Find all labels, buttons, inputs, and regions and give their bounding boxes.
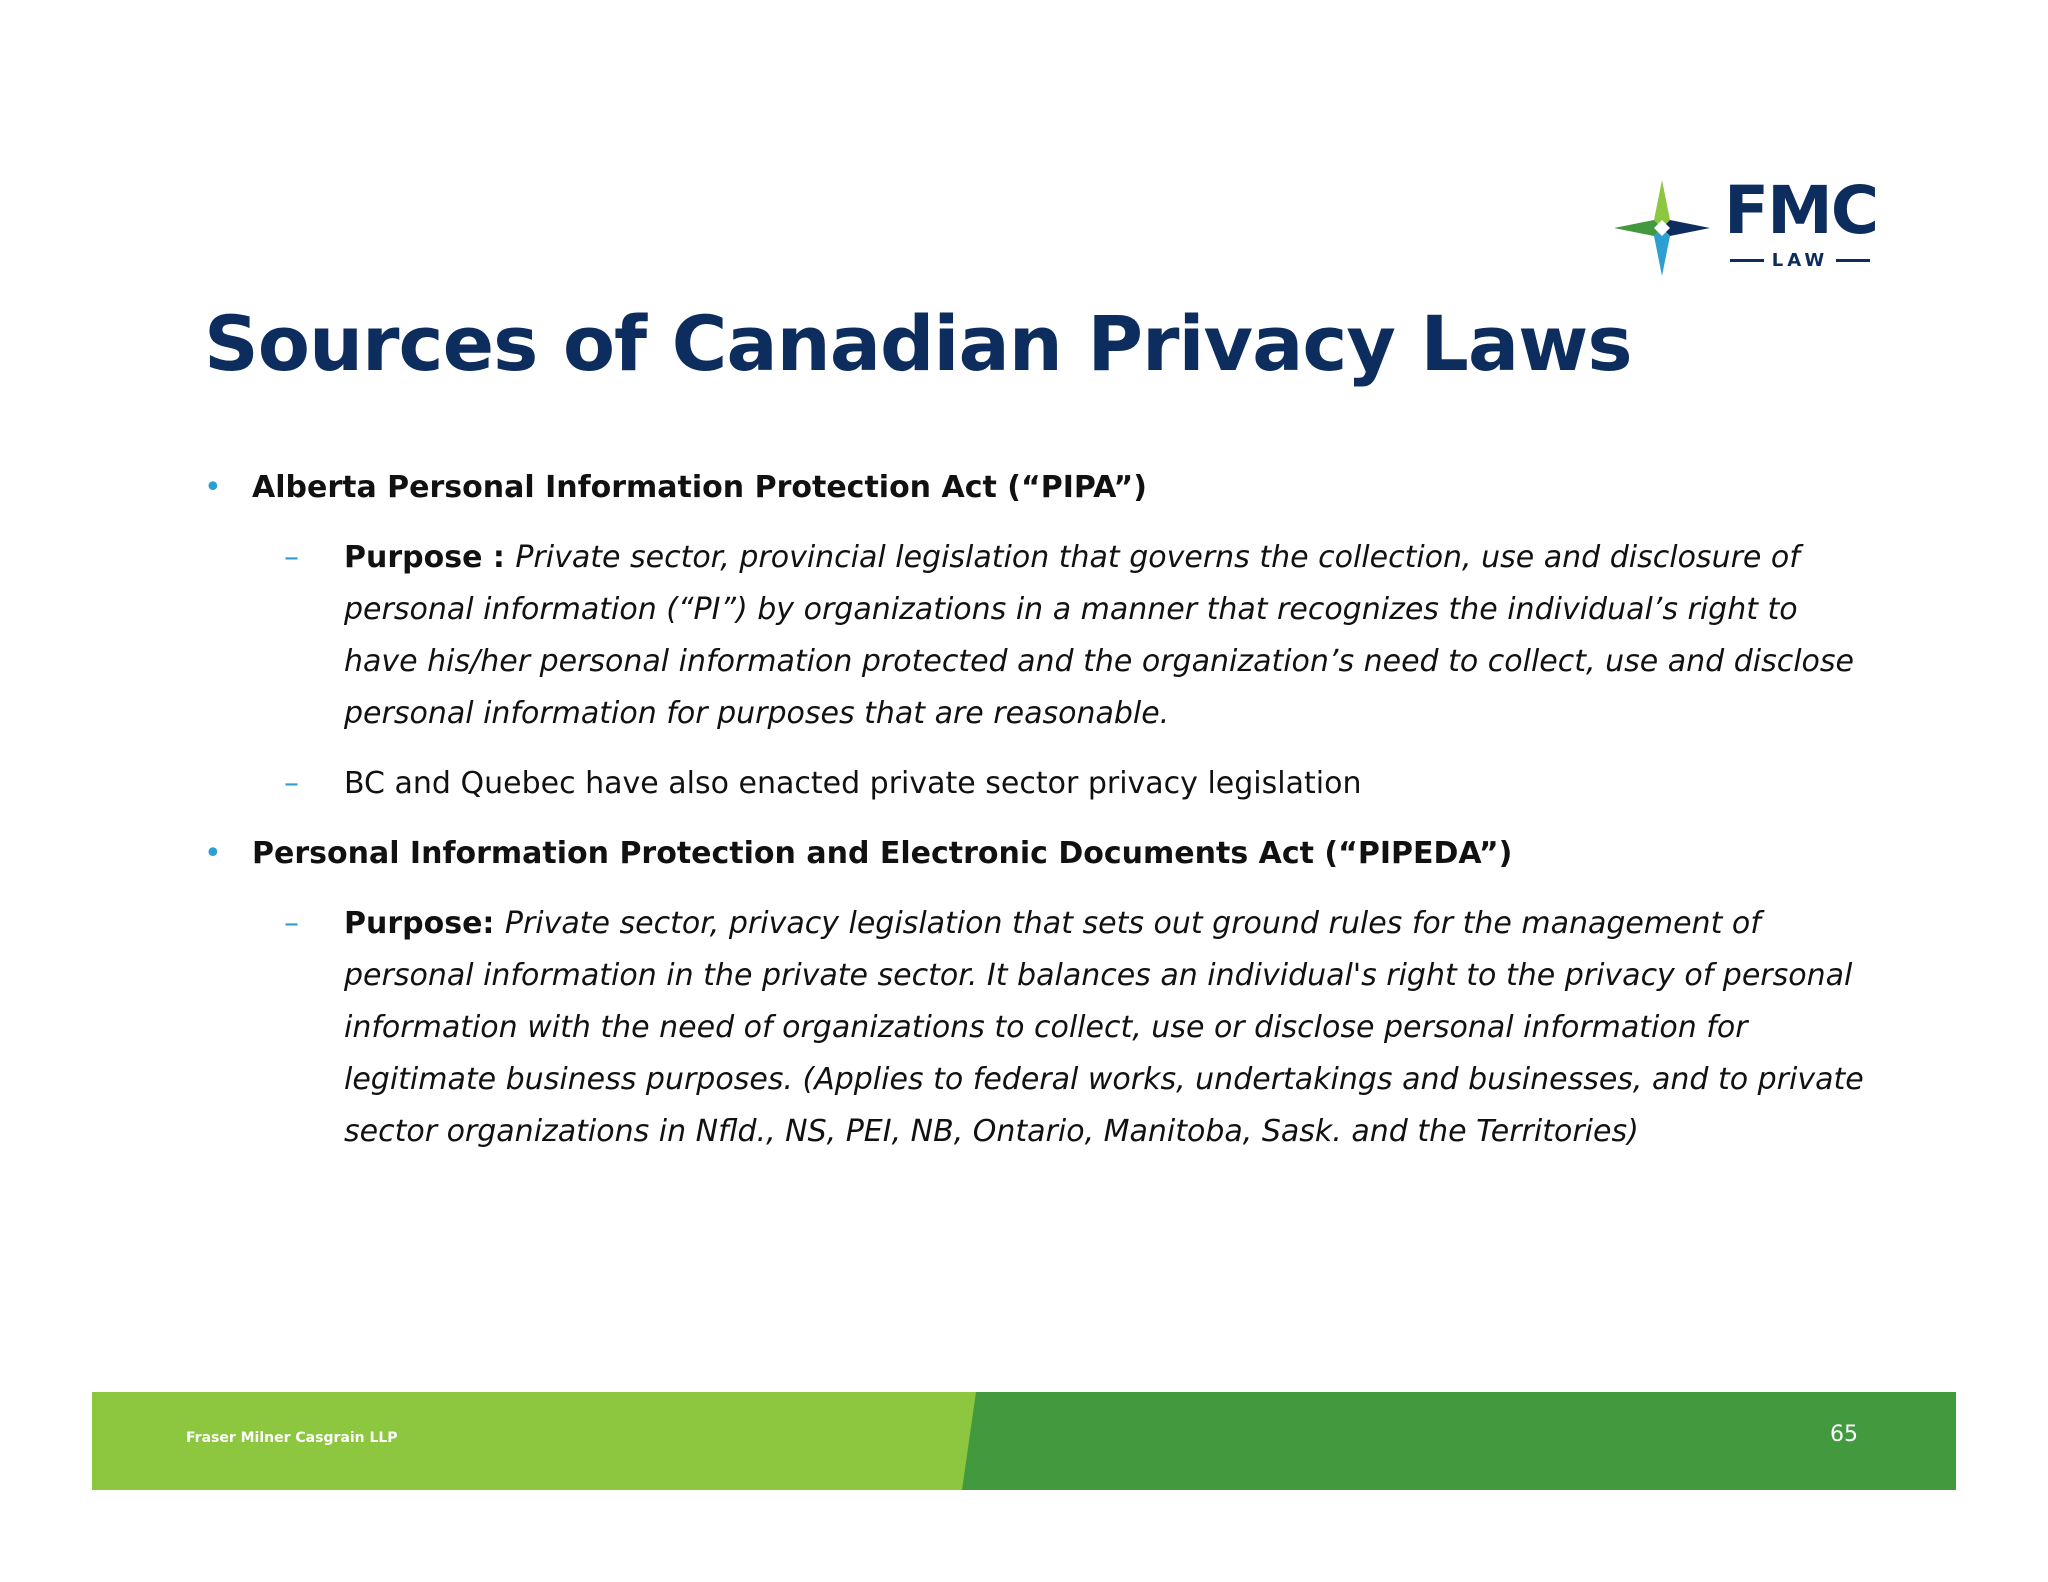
footer-bar [92,1392,1956,1490]
fmc-law-logo [1612,172,1878,278]
subitem-label: Purpose: [344,906,505,941]
slide-title: Sources of Canadian Privacy Laws [204,299,1632,388]
bullet-pipeda [204,828,1864,880]
bullet-icon: • [204,470,222,505]
dash-icon: – [284,540,299,575]
bullet-heading: Personal Information Protection and Electronic Documents Act (“PIPEDA”) [252,836,1513,871]
compass-star-icon [1612,178,1712,278]
logo-rule-left [1730,259,1764,262]
subitem-label: Purpose : [344,540,516,575]
logo-subtitle [1730,248,1870,272]
bullet-pipa [204,462,1864,514]
footer-firm-name: Fraser Milner Casgrain LLP [186,1430,398,1446]
page-number: 65 [1830,1422,1858,1447]
logo-law-text: LAW [1771,249,1829,271]
logo-wordmark: FMC [1724,172,1878,249]
subitem-text: BC and Quebec have also enacted private sector privacy legislation [344,766,1362,801]
subitem-pipeda-purpose [204,898,1864,1158]
subitem-text: Private sector, provincial legislation that governs the collection, use and disclosure of personal information (“PI”) by organizations in a manner that recognizes the individual’s right to have his/her personal information protected and the organization’s need to collect, use and disclose personal information for purposes that are reasonable. [344,540,1854,731]
logo-rule-right [1836,259,1870,262]
bullet-heading: Alberta Personal Information Protection Act (“PIPA”) [252,470,1147,505]
subitem-text: Private sector, privacy legislation that sets out ground rules for the management of personal information in the private sector. It balances an individual's right to the privacy of personal information with the need of organizations to collect, use or disclose personal information for legitimate business purposes. (Applies to federal works, undertakings and businesses, and to private sector organizations in Nfld., NS, PEI, NB, Ontario, Manitoba, Sask. and the Territories) [344,906,1864,1149]
bullet-icon: • [204,836,222,871]
subitem-pipa-purpose [204,532,1864,740]
subitem-bc-quebec [204,758,1864,810]
dash-icon: – [284,766,299,801]
dash-icon: – [284,906,299,941]
slide-content [204,462,1864,1176]
